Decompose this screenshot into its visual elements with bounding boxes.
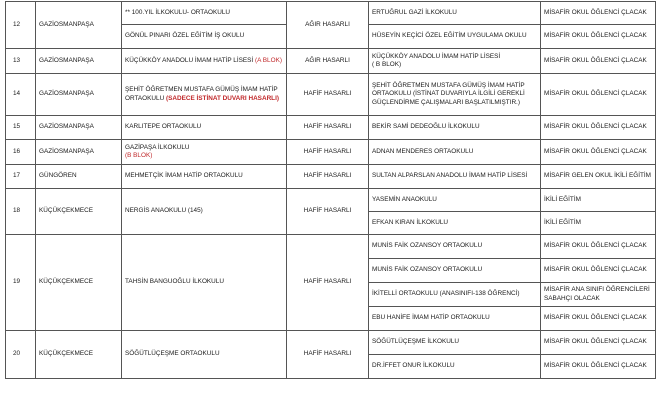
row-number: 20: [6, 331, 36, 379]
status-cell: İKİLİ EĞİTİM: [541, 189, 656, 212]
target-school-cell: EBU HANİFE İMAM HATİP ORTAOKULU: [369, 307, 541, 331]
status-cell: MİSAFİR OKUL ÖĞLENCİ ÇLACAK: [541, 331, 656, 355]
damage-cell: HAFİF HASARLI: [287, 140, 369, 165]
status-cell: MİSAFİR OKUL ÖĞLENCİ ÇLACAK: [541, 116, 656, 140]
status-cell: MİSAFİR OKUL ÖĞLENCİ ÇLACAK: [541, 2, 656, 25]
target-name: KÜÇÜKKÖY ANADOLU İMAM HATİP LİSESİ: [372, 52, 501, 60]
school-damage-table: [5, 1, 656, 379]
table-row: [6, 189, 656, 212]
damage-cell: AĞIR HASARLI: [287, 49, 369, 74]
status-cell: MİSAFİR OKUL ÖĞLENCİ ÇLACAK: [541, 49, 656, 74]
damage-cell: HAFİF HASARLI: [287, 331, 369, 379]
school-cell: SÖĞÜTLÜÇEŞME ORTAOKULU: [122, 331, 287, 379]
status-cell: MİSAFİR OKUL ÖĞLENCİ ÇLACAK: [541, 235, 656, 259]
table-row: [6, 2, 656, 25]
table-row: [6, 74, 656, 116]
block-note: (B BLOK): [125, 152, 153, 159]
target-school-cell: ADNAN MENDERES ORTAOKULU: [369, 140, 541, 165]
target-note: (İSTİNAT DUVARIYLA İLGİLİ GEREKLİ GÜÇLENDİRME ÇALIŞMALARI BAŞLATILMIŞTIR.): [372, 90, 525, 106]
school-name: KÜÇÜKKÖY ANADOLU İMAM HATİP LİSESİ: [125, 56, 254, 64]
district-cell: KÜÇÜKÇEKMECE: [36, 235, 122, 331]
table-row: [6, 49, 656, 74]
damage-cell: HAFİF HASARLI: [287, 116, 369, 140]
target-school-cell: ERTUĞRUL GAZİ İLKOKULU: [369, 2, 541, 25]
status-cell: MİSAFİR OKUL ÖĞLENCİ ÇLACAK: [541, 259, 656, 283]
damage-cell: HAFİF HASARLI: [287, 189, 369, 235]
row-number: 19: [6, 235, 36, 331]
row-number: 17: [6, 165, 36, 189]
damage-cell: HAFİF HASARLI: [287, 74, 369, 116]
block-note: (A BLOK): [254, 56, 282, 64]
target-school-cell: HÜSEYİN KEÇİCİ ÖZEL EĞİTİM UYGULAMA OKULU: [369, 25, 541, 49]
district-cell: GAZİOSMANPAŞA: [36, 2, 122, 49]
district-cell: KÜÇÜKÇEKMECE: [36, 331, 122, 379]
status-cell: MİSAFİR OKUL ÖĞLENCİ ÇLACAK: [541, 74, 656, 116]
school-cell: GÖNÜL PINARI ÖZEL EĞİTİM İŞ OKULU: [122, 25, 287, 49]
row-number: 15: [6, 116, 36, 140]
status-cell: MİSAFİR OKUL ÖĞLENCİ ÇLACAK: [541, 355, 656, 379]
target-school-cell: SULTAN ALPARSLAN ANADOLU İMAM HATİP LİSESİ: [369, 165, 541, 189]
target-school-cell: YASEMİN ANAOKULU: [369, 189, 541, 212]
wall-damage-note: (SADECE İSTİNAT DUVARI HASARLI): [165, 94, 279, 102]
school-name: ŞEHİT ÖĞRETMEN MUSTAFA GÜMÜŞ İMAM HATİP ORTAOKULU: [125, 86, 278, 102]
district-cell: GAZİOSMANPAŞA: [36, 116, 122, 140]
table-row: [6, 235, 656, 259]
school-cell: [122, 74, 287, 116]
school-cell: MEHMETÇİK İMAM HATİP ORTAOKULU: [122, 165, 287, 189]
target-note: ( B BLOK): [372, 61, 402, 68]
row-number: 18: [6, 189, 36, 235]
target-school-cell: SÖĞÜTLÜÇEŞME İLKOKULU: [369, 331, 541, 355]
row-number: 12: [6, 2, 36, 49]
target-school-cell: [369, 49, 541, 74]
school-cell: NERGİS ANAOKULU (145): [122, 189, 287, 235]
school-cell: TAHSİN BANGUOĞLU İLKOKULU: [122, 235, 287, 331]
table-row: [6, 165, 656, 189]
target-school-cell: DR.İFFET ONUR İLKOKULU: [369, 355, 541, 379]
target-school-cell: MUNİS FAİK OZANSOY ORTAOKULU: [369, 259, 541, 283]
school-cell: KARLITEPE ORTAOKULU: [122, 116, 287, 140]
row-number: 13: [6, 49, 36, 74]
status-cell: MİSAFİR OKUL ÖĞLENCİ ÇLACAK: [541, 307, 656, 331]
target-school-cell: BEKİR SAMİ DEDEOĞLU İLKOKULU: [369, 116, 541, 140]
district-cell: KÜÇÜKÇEKMECE: [36, 189, 122, 235]
status-cell: MİSAFİR GELEN OKUL İKİLİ EĞİTİM: [541, 165, 656, 189]
status-cell: MİSAFİR ANA SINIFI ÖĞRENCİLERİ SABAHÇI OLACAK: [541, 283, 656, 307]
status-cell: İKİLİ EĞİTİM: [541, 212, 656, 235]
district-cell: GAZİOSMANPAŞA: [36, 49, 122, 74]
school-cell: [122, 49, 287, 74]
table-row: [6, 116, 656, 140]
table-row: [6, 331, 656, 355]
district-cell: GÜNGÖREN: [36, 165, 122, 189]
district-cell: GAZİOSMANPAŞA: [36, 74, 122, 116]
target-name: ŞEHİT ÖĞRETMEN MUSTAFA GÜMÜŞ İMAM HATİP ORTAOKULU: [372, 81, 525, 98]
damage-cell: HAFİF HASARLI: [287, 235, 369, 331]
district-cell: GAZİOSMANPAŞA: [36, 140, 122, 165]
row-number: 14: [6, 74, 36, 116]
damage-cell: AĞIR HASARLI: [287, 2, 369, 49]
school-name: GAZİPAŞA İLKOKULU: [125, 143, 190, 151]
target-school-cell: MUNİS FAİK OZANSOY ORTAOKULU: [369, 235, 541, 259]
target-school-cell: EFKAN KIRAN İLKOKULU: [369, 212, 541, 235]
target-school-cell: İKİTELLİ ORTAOKULU (ANASINIFI-138 ÖĞRENCİ): [369, 283, 541, 307]
damage-cell: HAFİF HASARLI: [287, 165, 369, 189]
school-cell: [122, 140, 287, 165]
status-cell: MİSAFİR OKUL ÖĞLENCİ ÇLACAK: [541, 25, 656, 49]
target-school-cell: [369, 74, 541, 116]
row-number: 16: [6, 140, 36, 165]
table-row: [6, 140, 656, 165]
status-cell: MİSAFİR OKUL ÖĞLENCİ ÇLACAK: [541, 140, 656, 165]
school-cell: ** 100.YIL İLKOKULU- ORTAOKULU: [122, 2, 287, 25]
